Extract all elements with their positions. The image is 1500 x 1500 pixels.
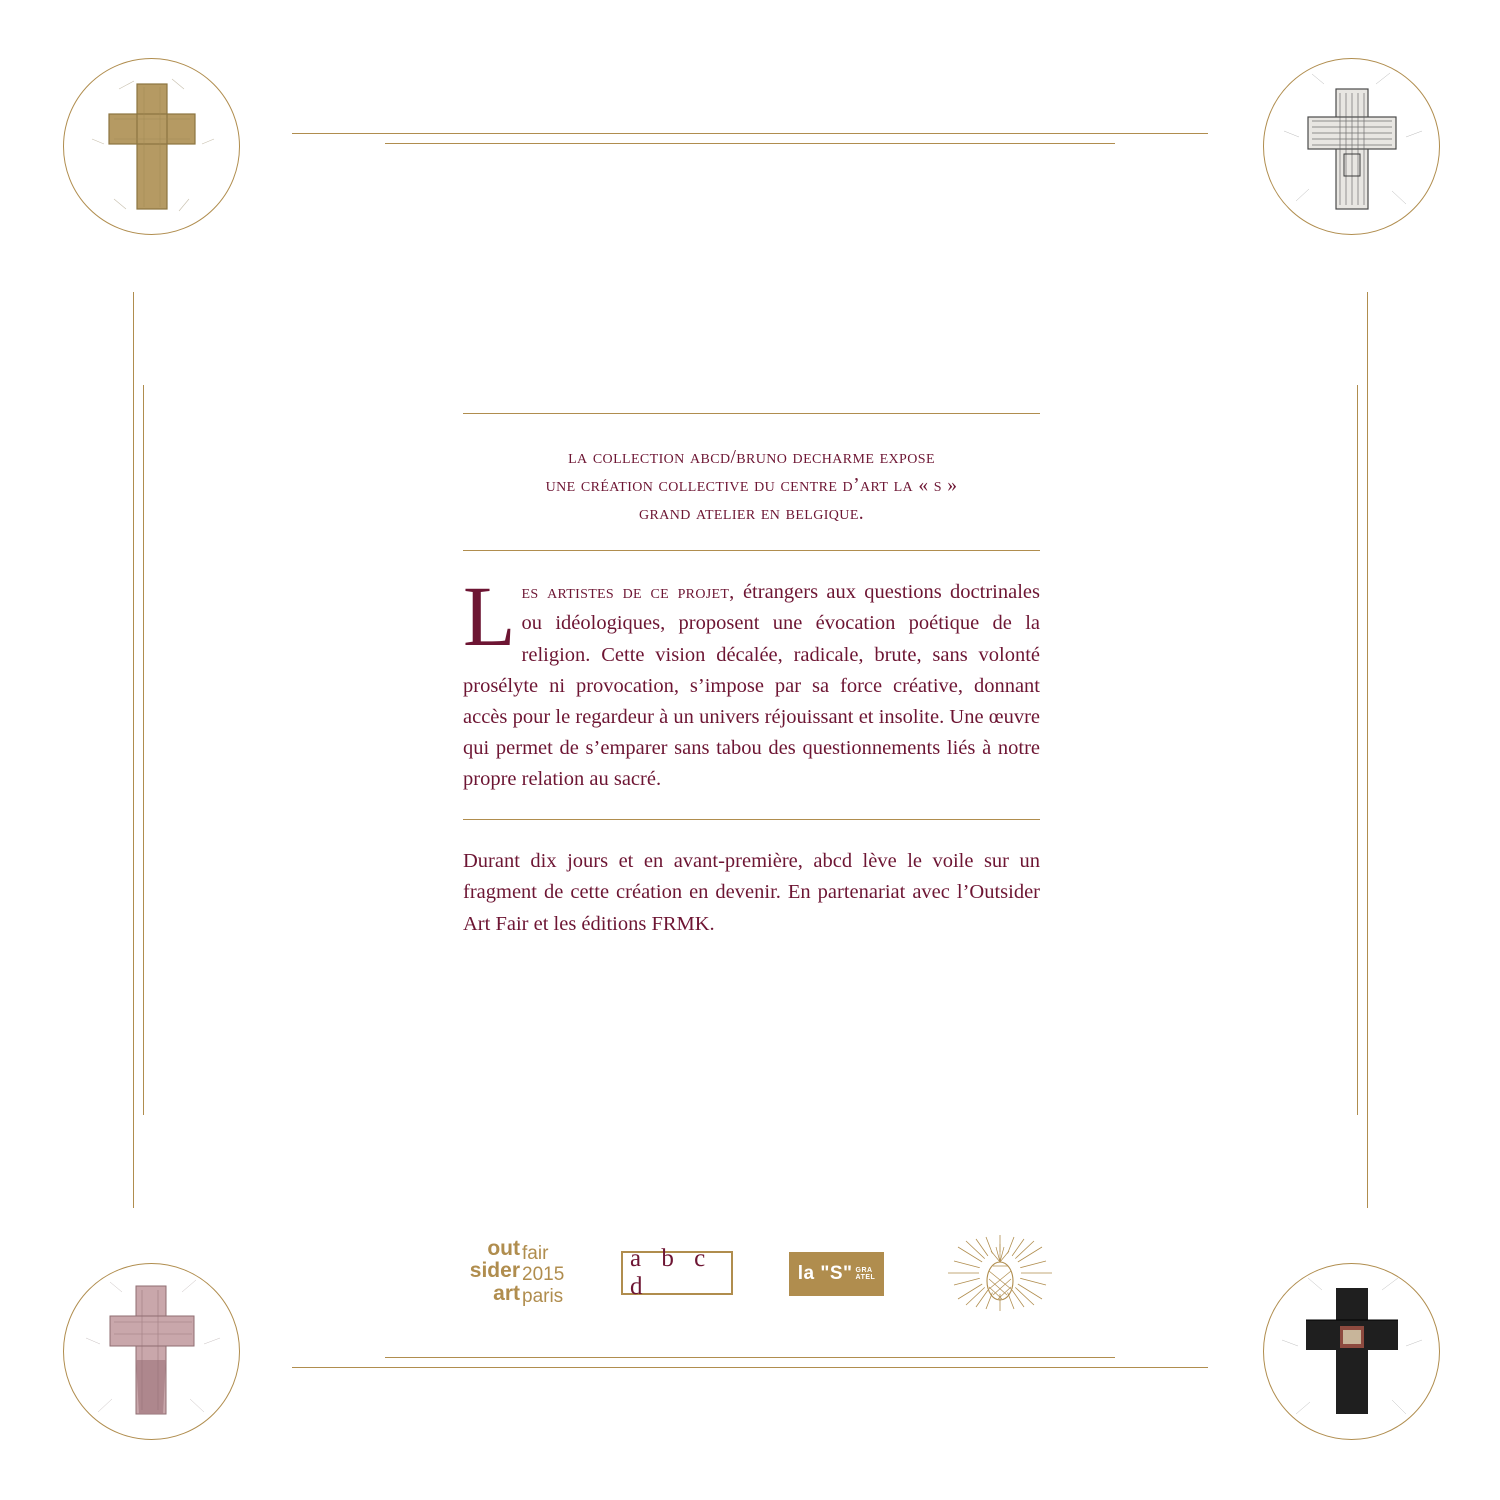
logo-frmk-pineapple[interactable]: [940, 1231, 1060, 1315]
logo-row: [440, 1228, 1060, 1318]
las-sub: [856, 1267, 876, 1282]
logo-la-s-grand-atelier[interactable]: [779, 1240, 894, 1306]
frame-rule-right-inner: [1357, 385, 1358, 1115]
frame-rule-bottom-inner: [385, 1357, 1115, 1358]
drop-cap: L: [463, 568, 516, 665]
logo-abcd[interactable]: a b c d: [621, 1251, 733, 1295]
content-block: [463, 413, 1040, 940]
oaf-word-art: art: [493, 1281, 520, 1305]
frame-rule-top-inner: [385, 143, 1115, 144]
oaf-word-sider: sider: [469, 1259, 520, 1283]
body-paragraph-1-container: [463, 551, 1040, 795]
frame-rule-top-outer: [292, 133, 1208, 134]
las-sub-1: GRA: [855, 1266, 873, 1274]
oaf-word-2015: 2015: [522, 1264, 565, 1286]
cross-artwork-sketch-icon: [1264, 59, 1439, 234]
paragraph-1-text: étrangers aux questions doctrinales ou idéologiques, proposent une évocation poétique de la religion. Cette vision décalée, radicale, brute, sans volonté prosélyte ni provocation, s’impose par sa force créative, donnant accès pour le regardeur à un univers réjouissant et insolite. Une œuvre qui permet de s’emparer sans tabou des questionnements liés à notre propre relation au sacré.: [463, 581, 1040, 791]
frame-rule-right-outer: [1367, 292, 1368, 1208]
headline-line-2: une création collective du centre d’art la « s »: [545, 475, 958, 497]
medallion-top-right: [1263, 58, 1440, 235]
cross-artwork-black-icon: [1264, 1264, 1439, 1439]
headline-line-3: grand atelier en belgique.: [638, 503, 865, 525]
cross-artwork-pink-icon: [64, 1264, 239, 1439]
las-main: la "S": [797, 1263, 853, 1284]
las-text: [789, 1252, 884, 1296]
oaf-right-stack: [522, 1243, 564, 1307]
paragraph-1-lead: es artistes de ce projet,: [521, 581, 735, 604]
medallion-bottom-left: [63, 1263, 240, 1440]
cross-artwork-gold-icon: [64, 59, 239, 234]
medallion-top-left: [63, 58, 240, 235]
oaf-left-stack: [444, 1238, 520, 1305]
headline-line-1: la collection abcd/bruno decharme expose: [568, 447, 935, 468]
oaf-word-fair: fair: [522, 1243, 549, 1264]
medallion-bottom-right: [1263, 1263, 1440, 1440]
body-paragraph-2-container: [463, 820, 1040, 939]
pineapple-sunburst-icon: [940, 1231, 1060, 1315]
frame-rule-left-inner: [143, 385, 144, 1115]
las-sub-2: ATEL: [855, 1274, 876, 1281]
body-paragraph-2: Durant dix jours et en avant-première, abcd lève le voile sur un fragment de cette création en devenir. En partenariat avec l’Outsider Art Fair et les éditions FRMK.: [463, 850, 1040, 935]
headline: [463, 414, 1040, 550]
oaf-word-out: out: [487, 1237, 520, 1260]
frame-rule-left-outer: [133, 292, 134, 1208]
frame-rule-bottom-outer: [292, 1367, 1208, 1368]
oaf-word-paris: paris: [522, 1285, 564, 1307]
body-paragraph-1: [463, 568, 1040, 795]
logo-outsider-art-fair[interactable]: [440, 1231, 575, 1315]
